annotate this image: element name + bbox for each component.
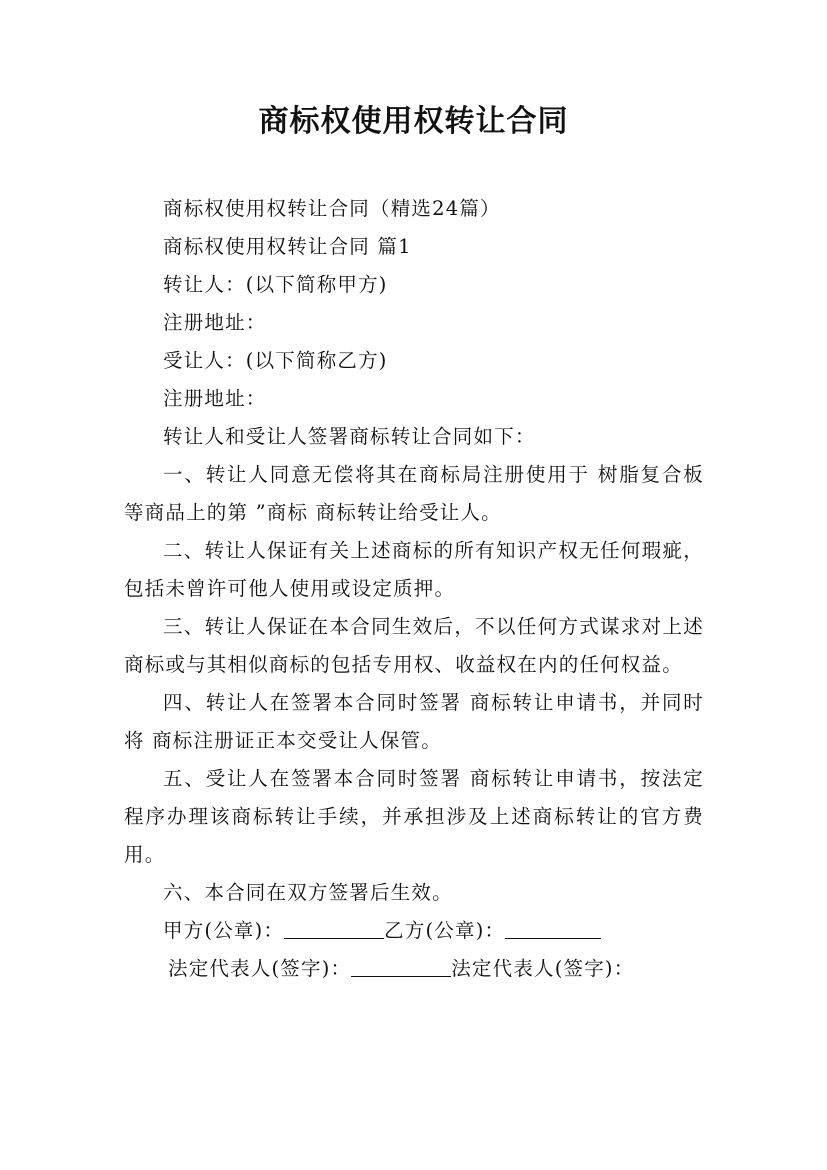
party-b-rep-label: 法定代表人(签字)： xyxy=(451,957,635,980)
signature-representative-line xyxy=(124,950,704,988)
paragraph-clause-3: 三、转让人保证在本合同生效后，不以任何方式谋求对上述商标或与其相似商标的包括专用权、收益权在内的任何权益。 xyxy=(124,615,704,676)
paragraph-clause-5: 五、受让人在签署本合同时签署 商标转让申请书，按法定程序办理该商标转让手续，并承担涉及上述商标转让的官方费用。 xyxy=(124,767,704,866)
paragraph-transferee: 受让人：(以下简称乙方) xyxy=(163,349,388,372)
paragraph-clause-1: 一、转让人同意无偿将其在商标局注册使用于 树脂复合板等商品上的第 ”商标 商标转让给受让人。 xyxy=(124,463,704,524)
paragraph-section-heading: 商标权使用权转让合同 篇1 xyxy=(163,235,412,258)
party-a-seal-blank xyxy=(284,914,384,939)
signature-seal-line xyxy=(124,912,704,950)
paragraph-clause-6: 六、本合同在双方签署后生效。 xyxy=(163,881,453,904)
paragraph-transferee-address: 注册地址： xyxy=(163,387,267,410)
party-a-seal-label: 甲方(公章)： xyxy=(163,919,285,942)
paragraph-clause-4: 四、转让人在签署本合同时签署 商标转让申请书，并同时将 商标注册证正本交受让人保管。 xyxy=(124,691,704,752)
paragraph-transferor: 转让人：(以下简称甲方) xyxy=(163,273,388,296)
party-a-rep-blank xyxy=(351,952,451,977)
party-b-seal-blank xyxy=(505,914,601,939)
paragraph-transferor-address: 注册地址： xyxy=(163,311,267,334)
document-title: 商标权使用权转让合同 xyxy=(258,104,569,139)
paragraph-intro: 转让人和受让人签署商标转让合同如下： xyxy=(163,425,536,448)
paragraph-subtitle: 商标权使用权转让合同（精选24篇） xyxy=(163,197,501,220)
document-body xyxy=(124,190,704,988)
party-b-seal-label: 乙方(公章)： xyxy=(384,919,506,942)
paragraph-clause-2: 二、转让人保证有关上述商标的所有知识产权无任何瑕疵，包括未曾许可他人使用或设定质押。 xyxy=(124,539,704,600)
party-a-rep-label: 法定代表人(签字)： xyxy=(168,957,352,980)
